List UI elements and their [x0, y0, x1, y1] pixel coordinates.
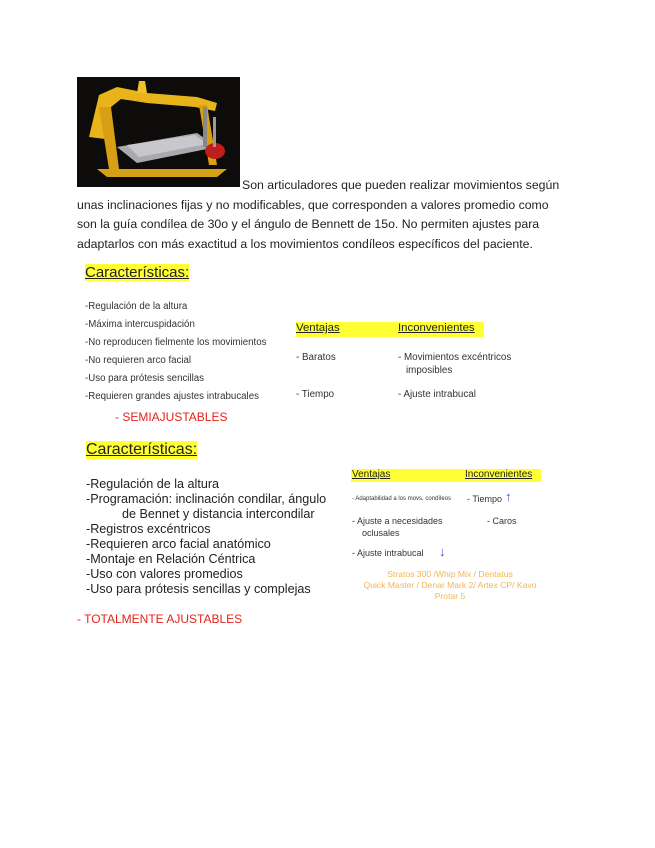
section1-ventaja-2: - Tiempo: [296, 389, 335, 400]
list-item: -Registros excéntricos: [86, 522, 211, 536]
section1-list: [85, 298, 266, 405]
articulator-icon: [77, 77, 240, 187]
section1-inconveniente-1a: - Movimientos excéntricos: [398, 352, 512, 363]
list-item: de Bennet y distancia intercondilar: [122, 507, 315, 521]
intro-line-2: unas inclinaciones fijas y no modificables, que corresponden a valores promedio como: [77, 197, 549, 212]
section1-inconvenientes-header: Inconvenientes: [398, 322, 475, 334]
intro-paragraph: [77, 176, 577, 255]
list-item: -Uso con valores promedios: [86, 567, 243, 581]
list-item: -Regulación de la altura: [86, 477, 220, 491]
list-item: -Máxima intercuspidación: [85, 318, 195, 330]
brand-line-3: Protar 5: [434, 591, 466, 601]
section2-inconvenientes-header: Inconvenientes: [465, 469, 533, 480]
intro-line-3: son la guía condílea de 30o y el ángulo de Bennett de 15o. No permiten ajustes para: [77, 217, 540, 232]
section2-list: [86, 477, 326, 597]
section2-inconveniente-2: - Caros: [487, 516, 517, 526]
section1-ventajas-header: Ventajas: [296, 322, 340, 334]
intro-line-4: adaptarlos con más exactitud a los movimientos condíleos específicos del paciente.: [77, 237, 533, 252]
brand-line-1: Stratos 300 /Whip Mix / Dentatus: [387, 569, 513, 579]
section1-inconveniente-2: - Ajuste intrabucal: [398, 389, 476, 400]
semiajustables-label: - SEMIAJUSTABLES: [115, 410, 228, 424]
section2-ventaja-2b: oclusales: [362, 528, 400, 538]
list-item: -Regulación de la altura: [85, 301, 188, 312]
section2-ventaja-1: - Adaptabilidad a los movs. condíleos: [352, 496, 452, 502]
list-item: -Requieren grandes ajustes intrabucales: [85, 390, 259, 402]
brand-line-2: Quick Master / Denar Mark 2/ Artex CP/ Kavo: [363, 580, 537, 590]
totalmente-ajustables-label: - TOTALMENTE AJUSTABLES: [77, 612, 243, 626]
arrow-down-icon: ↓: [439, 544, 446, 559]
section1-ventaja-1: - Baratos: [296, 352, 336, 363]
list-item: -No requieren arco facial: [85, 354, 192, 366]
section2-inconveniente-1: - Tiempo: [467, 494, 503, 504]
list-item: -No reproducen fielmente los movimientos: [85, 336, 267, 348]
section2-ventajas-header: Ventajas: [352, 469, 391, 480]
list-item: -Programación: inclinación condilar, ángulo: [86, 492, 327, 506]
section1-inconveniente-1b: imposibles: [406, 365, 453, 376]
list-item: -Montaje en Relación Céntrica: [86, 552, 256, 566]
list-item: -Requieren arco facial anatómico: [86, 537, 271, 551]
section2-ventaja-2a: - Ajuste a necesidades: [352, 516, 443, 526]
articulator-photo: [77, 77, 240, 187]
section2-title: Características:: [86, 441, 198, 458]
section2-ventaja-3: - Ajuste intrabucal: [352, 548, 424, 558]
list-item: -Uso para prótesis sencillas: [85, 372, 204, 384]
arrow-up-icon: ↑: [505, 489, 512, 504]
section1-title: Características:: [85, 264, 190, 281]
intro-line-1: Son articuladores que pueden realizar movimientos según: [242, 178, 560, 192]
list-item: -Uso para prótesis sencillas y complejas: [86, 582, 311, 596]
